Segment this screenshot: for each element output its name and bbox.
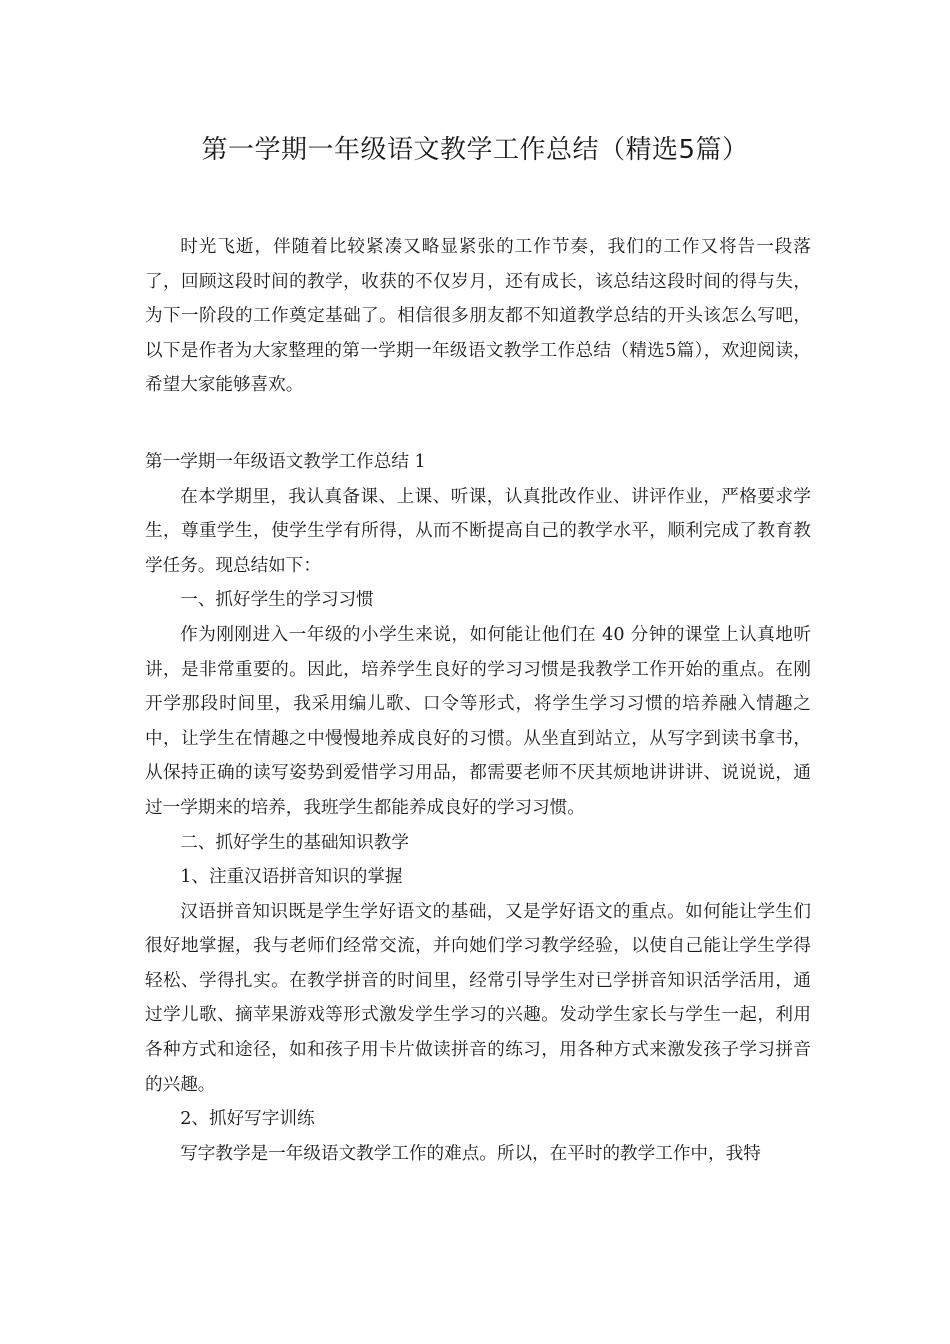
- subheading-pinyin: 1、注重汉语拼音知识的掌握: [180, 867, 403, 888]
- subheading-basic-knowledge: 二、抓好学生的基础知识教学: [180, 832, 409, 853]
- body-paragraph: 在本学期里，我认真备课、上课、听课，认真批改作业、讲评作业，严格要求学生，尊重学生，使学生学有所得，从而不断提高自己的教学水平，顺利完成了教育教学任务。现总结如下：: [145, 486, 811, 576]
- body-paragraph: 汉语拼音知识既是学生学好语文的基础，又是学好语文的重点。如何能让学生们很好地掌握，我与老师们经常交流，并向她们学习教学经验，以使自己能让学生学得轻松、学得扎实。在教学拼音的时间里，经常引导学生对已学拼音知识活学活用，通过学儿歌、摘苹果游戏等形式激发学生学习的兴趣。发动学生家长与学生一起，利用各种方式和途径，如和孩子用卡片做读拼音的练习，用各种方式来激发孩子学习拼音的兴趣。: [145, 901, 811, 1095]
- document-body: [145, 230, 811, 1171]
- body-paragraph: 作为刚刚进入一年级的小学生来说，如何能让他们在 40 分钟的课堂上认真地听讲，是非常重要的。因此，培养学生良好的学习习惯是我教学工作开始的重点。在刚开学那段时间里，我采用编儿歌、口令等形式，将学生学习习惯的培养融入情趣之中，让学生在情趣之中慢慢地养成良好的习惯。从坐直到站立，从写字到读书拿书，从保持正确的读写姿势到爱惜学习用品，都需要老师不厌其烦地讲讲讲、说说说，通过一学期来的培养，我班学生都能养成良好的学习习惯。: [145, 624, 811, 818]
- subheading-writing: 2、抓好写字训练: [180, 1109, 315, 1130]
- intro-paragraph: 时光飞逝，伴随着比较紧凑又略显紧张的工作节奏，我们的工作又将告一段落了，回顾这段时间的教学，收获的不仅岁月，还有成长，该总结这段时间的得与失，为下一阶段的工作奠定基础了。相信很多朋友都不知道教学总结的开头该怎么写吧，以下是作者为大家整理的第一学期一年级语文教学工作总结（精选5篇），欢迎阅读，希望大家能够喜欢。: [145, 237, 811, 396]
- body-paragraph: 写字教学是一年级语文教学工作的难点。所以，在平时的教学工作中，我特: [180, 1143, 761, 1164]
- section-heading: 第一学期一年级语文教学工作总结 1: [145, 451, 426, 472]
- document-title: 第一学期一年级语文教学工作总结（精选5篇）: [201, 135, 749, 165]
- paragraph-gap: [145, 403, 811, 445]
- subheading-study-habits: 一、抓好学生的学习习惯: [180, 590, 374, 611]
